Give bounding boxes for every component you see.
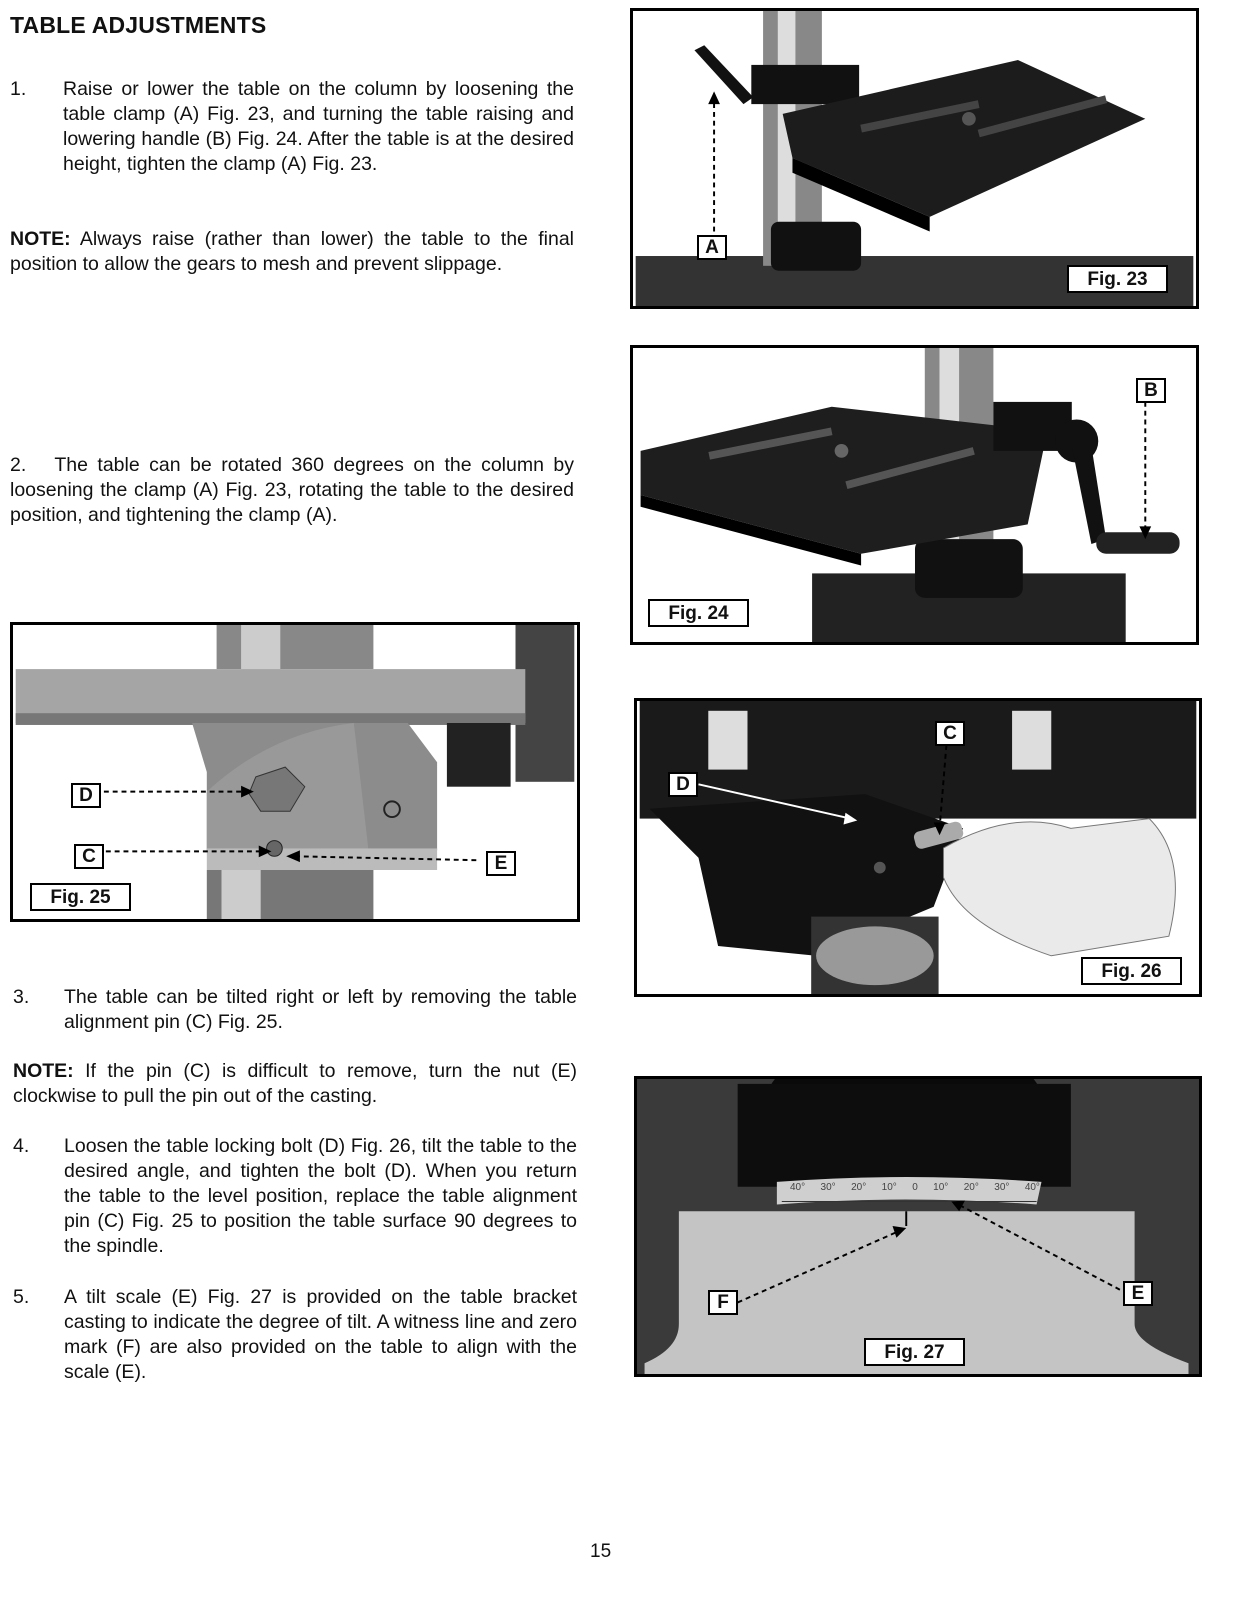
step-2-text: The table can be rotated 360 degrees on the column by loosening the clamp (A) Fig. 23, rotating the table to the desired position, and tightening the clamp (A). — [10, 454, 574, 526]
callout-b: B — [1136, 378, 1166, 403]
step-4-text: Loosen the table locking bolt (D) Fig. 26, tilt the table to the desired angle, and tighten the bolt (D). When you return the table to the level position, replace the table alignment pin (C) Fig. 25 to position the table surface 90 degrees to the spindle. — [64, 1135, 577, 1257]
step-4-number: 4. — [13, 1135, 30, 1157]
scale-tick: 10° — [933, 1182, 949, 1193]
figure-23 — [630, 8, 1199, 309]
table-handle-photo — [633, 348, 1196, 642]
step-2 — [10, 453, 574, 528]
figure-26 — [634, 698, 1202, 997]
figure-label: Fig. 24 — [648, 599, 749, 627]
note-2 — [13, 1059, 577, 1109]
callout-f: F — [708, 1290, 738, 1315]
locking-bolt-photo — [637, 701, 1199, 994]
page-number: 15 — [590, 1541, 612, 1562]
step-1-number: 1. — [10, 78, 27, 100]
scale-tick: 40° — [1024, 1182, 1040, 1193]
step-5-text: A tilt scale (E) Fig. 27 is provided on the table bracket casting to indicate the degree of tilt. A witness line and zero mark (F) are also provided on the table to align with the scale (E). — [64, 1286, 577, 1383]
note-text: Always raise (rather than lower) the table to the final position to allow the gears to mesh and prevent slippage. — [10, 228, 574, 275]
figure-24 — [630, 345, 1199, 645]
scale-tick: 20° — [963, 1182, 979, 1193]
callout-a: A — [697, 235, 727, 260]
callout-c: C — [935, 721, 965, 746]
note-1 — [10, 227, 574, 277]
scale-tick: 0 — [912, 1182, 918, 1193]
step-5-number: 5. — [13, 1286, 30, 1308]
callout-e: E — [1123, 1281, 1153, 1306]
note-label: NOTE: — [10, 228, 71, 250]
figure-label: Fig. 26 — [1081, 957, 1182, 985]
scale-tick: 30° — [994, 1182, 1010, 1193]
step-3-text: The table can be tilted right or left by removing the table alignment pin (C) Fig. 25. — [64, 986, 577, 1033]
tilt-scale-photo — [637, 1079, 1199, 1374]
step-3-number: 3. — [13, 986, 30, 1008]
note-label: NOTE: — [13, 1060, 74, 1082]
step-2-number: 2. — [10, 454, 27, 476]
scale-tick: 10° — [881, 1182, 897, 1193]
step-1-text: Raise or lower the table on the column by loosening the table clamp (A) Fig. 23, and turning the table raising and lowering handle (B) Fig. 24. After the table is at the desired height, tighten the clamp (A) Fig. 23. — [63, 78, 574, 175]
figure-label: Fig. 23 — [1067, 265, 1168, 293]
section-title: TABLE ADJUSTMENTS — [10, 12, 267, 38]
figure-25 — [10, 622, 580, 922]
callout-c: C — [74, 844, 104, 869]
tilt-scale — [790, 1182, 1040, 1193]
scale-tick: 40° — [790, 1182, 806, 1193]
callout-d: D — [668, 772, 698, 797]
figure-label: Fig. 27 — [864, 1338, 965, 1366]
note-text: If the pin (C) is difficult to remove, turn the nut (E) clockwise to pull the pin out of the casting. — [13, 1060, 577, 1107]
scale-tick: 30° — [820, 1182, 836, 1193]
callout-e: E — [486, 851, 516, 876]
scale-tick: 20° — [851, 1182, 867, 1193]
drill-press-table-photo — [633, 11, 1196, 306]
figure-27 — [634, 1076, 1202, 1377]
callout-d: D — [71, 783, 101, 808]
figure-label: Fig. 25 — [30, 883, 131, 911]
